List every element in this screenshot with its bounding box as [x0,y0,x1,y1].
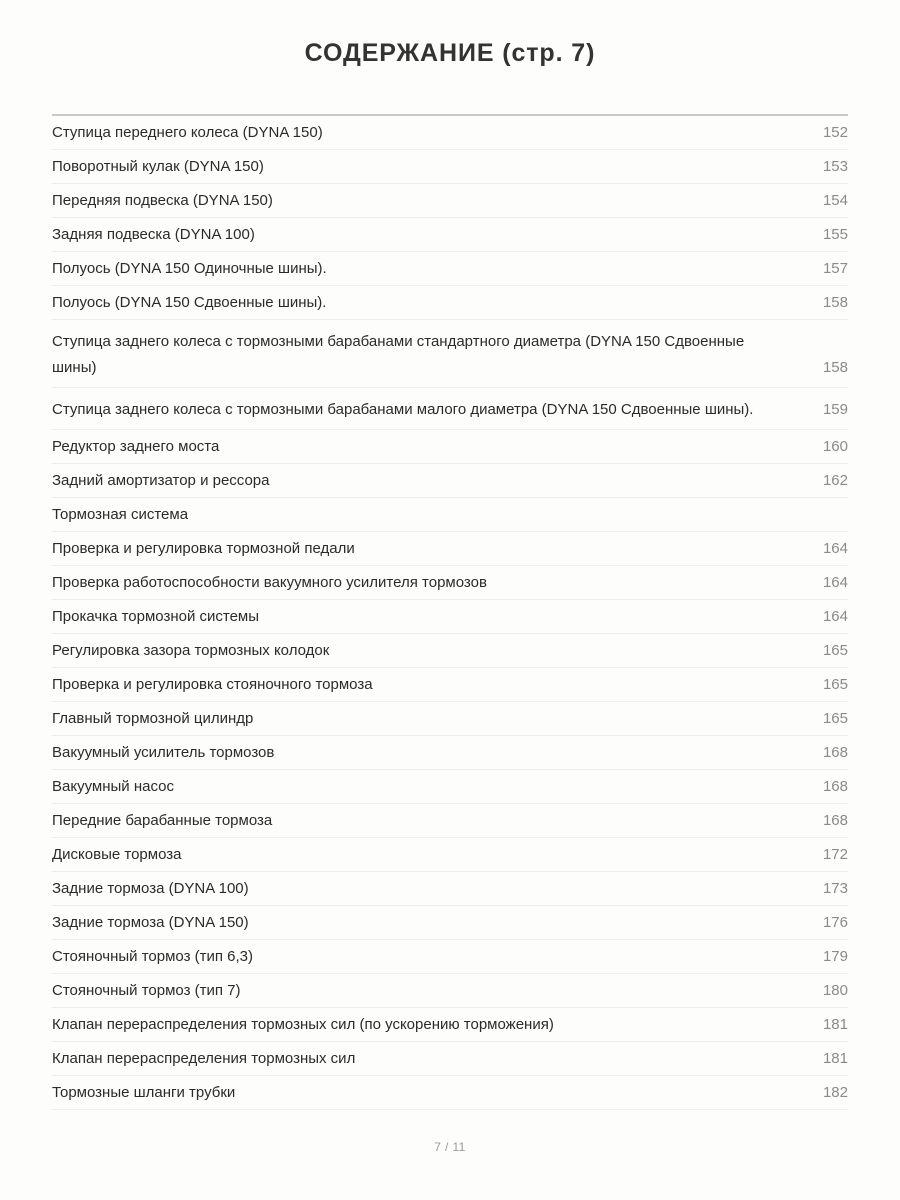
toc-entry-page-number: 157 [822,259,848,277]
toc-entry-title: Передние барабанные тормоза [52,811,273,829]
toc-entry-title: Задние тормоза (DYNA 100) [52,879,249,897]
toc-entry-page-number: 164 [822,539,848,557]
toc-entry-title: Проверка и регулировка тормозной педали [52,539,355,557]
toc-row[interactable] [52,906,848,940]
toc-row[interactable] [52,566,848,600]
toc-entry-title: Полуось (DYNA 150 Сдвоенные шины). [52,293,327,311]
toc-entry-title: Ступица переднего колеса (DYNA 150) [52,123,323,141]
toc-row[interactable] [52,668,848,702]
toc-entry-page-number: 164 [822,607,848,625]
toc-entry-page-number: 179 [822,947,848,965]
toc-entry-title: Регулировка зазора тормозных колодок [52,641,330,659]
toc-entry-title: Вакуумный усилитель тормозов [52,743,275,761]
toc-entry-page-number: 172 [822,845,848,863]
toc-row[interactable] [52,116,848,150]
toc-entry-title: Задний амортизатор и рессора [52,471,270,489]
toc-row[interactable] [52,770,848,804]
toc-entry-page-number: 152 [822,123,848,141]
toc-entry-page-number: 176 [822,913,848,931]
toc-entry-title: Передняя подвеска (DYNA 150) [52,191,273,209]
toc-row[interactable] [52,872,848,906]
toc-entry-page-number: 173 [822,879,848,897]
toc-entry-title: Тормозная система [52,505,189,523]
toc-entry-page-number: 158 [822,359,848,376]
toc-row[interactable] [52,702,848,736]
toc-row[interactable] [52,252,848,286]
toc-entry-title: Задняя подвеска (DYNA 100) [52,225,255,243]
toc-row[interactable] [52,600,848,634]
toc-row[interactable] [52,320,848,388]
toc-entry-title: Проверка и регулировка стояночного тормоза [52,675,373,693]
toc-entry-page-number: 165 [822,641,848,659]
toc-entry-title: Ступица заднего колеса с тормозными барабанами стандартного диаметра (DYNA 150 Сдвоенные шины) [52,333,745,376]
toc-row[interactable] [52,940,848,974]
toc-row[interactable] [52,184,848,218]
toc-row[interactable] [52,498,848,532]
toc-entry-page-number: 168 [822,777,848,795]
toc-row[interactable] [52,804,848,838]
toc-entry-title: Ступица заднего колеса с тормозными барабанами малого диаметра (DYNA 150 Сдвоенные шины). [52,401,754,418]
toc-entry-page-number: 165 [822,709,848,727]
toc-row[interactable] [52,634,848,668]
table-of-contents [52,116,848,1110]
toc-entry-title: Стояночный тормоз (тип 7) [52,981,241,999]
toc-entry-title: Главный тормозной цилиндр [52,709,254,727]
toc-entry-title: Поворотный кулак (DYNA 150) [52,157,264,175]
toc-entry-page-number: 160 [822,437,848,455]
toc-entry-page-number: 182 [822,1083,848,1101]
toc-row[interactable] [52,430,848,464]
toc-row[interactable] [52,464,848,498]
toc-entry-title: Тормозные шланги трубки [52,1083,236,1101]
toc-row[interactable] [52,150,848,184]
toc-row[interactable] [52,838,848,872]
toc-entry-page-number: 154 [822,191,848,209]
toc-entry-title: Клапан перераспределения тормозных сил (по ускорению торможения) [52,1015,554,1033]
toc-entry-title: Клапан перераспределения тормозных сил [52,1049,356,1067]
toc-entry-page-number: 168 [822,743,848,761]
toc-entry-title: Стояночный тормоз (тип 6,3) [52,947,254,965]
toc-row[interactable] [52,1076,848,1110]
toc-entry-page-number: 162 [822,471,848,489]
toc-row[interactable] [52,218,848,252]
toc-entry-title: Задние тормоза (DYNA 150) [52,913,249,931]
toc-entry-title: Полуось (DYNA 150 Одиночные шины). [52,259,327,277]
toc-row[interactable] [52,974,848,1008]
title-block [0,0,900,68]
page-footer: 7 / 11 [434,1140,466,1154]
toc-entry-page-number: 168 [822,811,848,829]
toc-entry-title: Проверка работоспособности вакуумного усилителя тормозов [52,573,487,591]
toc-entry-page-number: 153 [822,157,848,175]
toc-entry-page-number: 159 [822,401,848,418]
toc-entry-page-number: 164 [822,573,848,591]
toc-entry-page-number: 180 [822,981,848,999]
toc-entry-title: Дисковые тормоза [52,845,182,863]
toc-entry-title: Вакуумный насос [52,777,174,795]
toc-entry-page-number: 181 [822,1049,848,1067]
toc-row[interactable] [52,1008,848,1042]
toc-entry-title: Редуктор заднего моста [52,437,220,455]
toc-entry-title: Прокачка тормозной системы [52,607,260,625]
toc-row[interactable] [52,736,848,770]
toc-row[interactable] [52,388,848,430]
toc-entry-page-number: 158 [822,293,848,311]
toc-row[interactable] [52,1042,848,1076]
toc-row[interactable] [52,286,848,320]
toc-row[interactable] [52,532,848,566]
page-title: СОДЕРЖАНИЕ (стр. 7) [304,39,596,67]
toc-entry-page-number: 155 [822,225,848,243]
toc-entry-page-number: 165 [822,675,848,693]
toc-entry-page-number: 181 [822,1015,848,1033]
